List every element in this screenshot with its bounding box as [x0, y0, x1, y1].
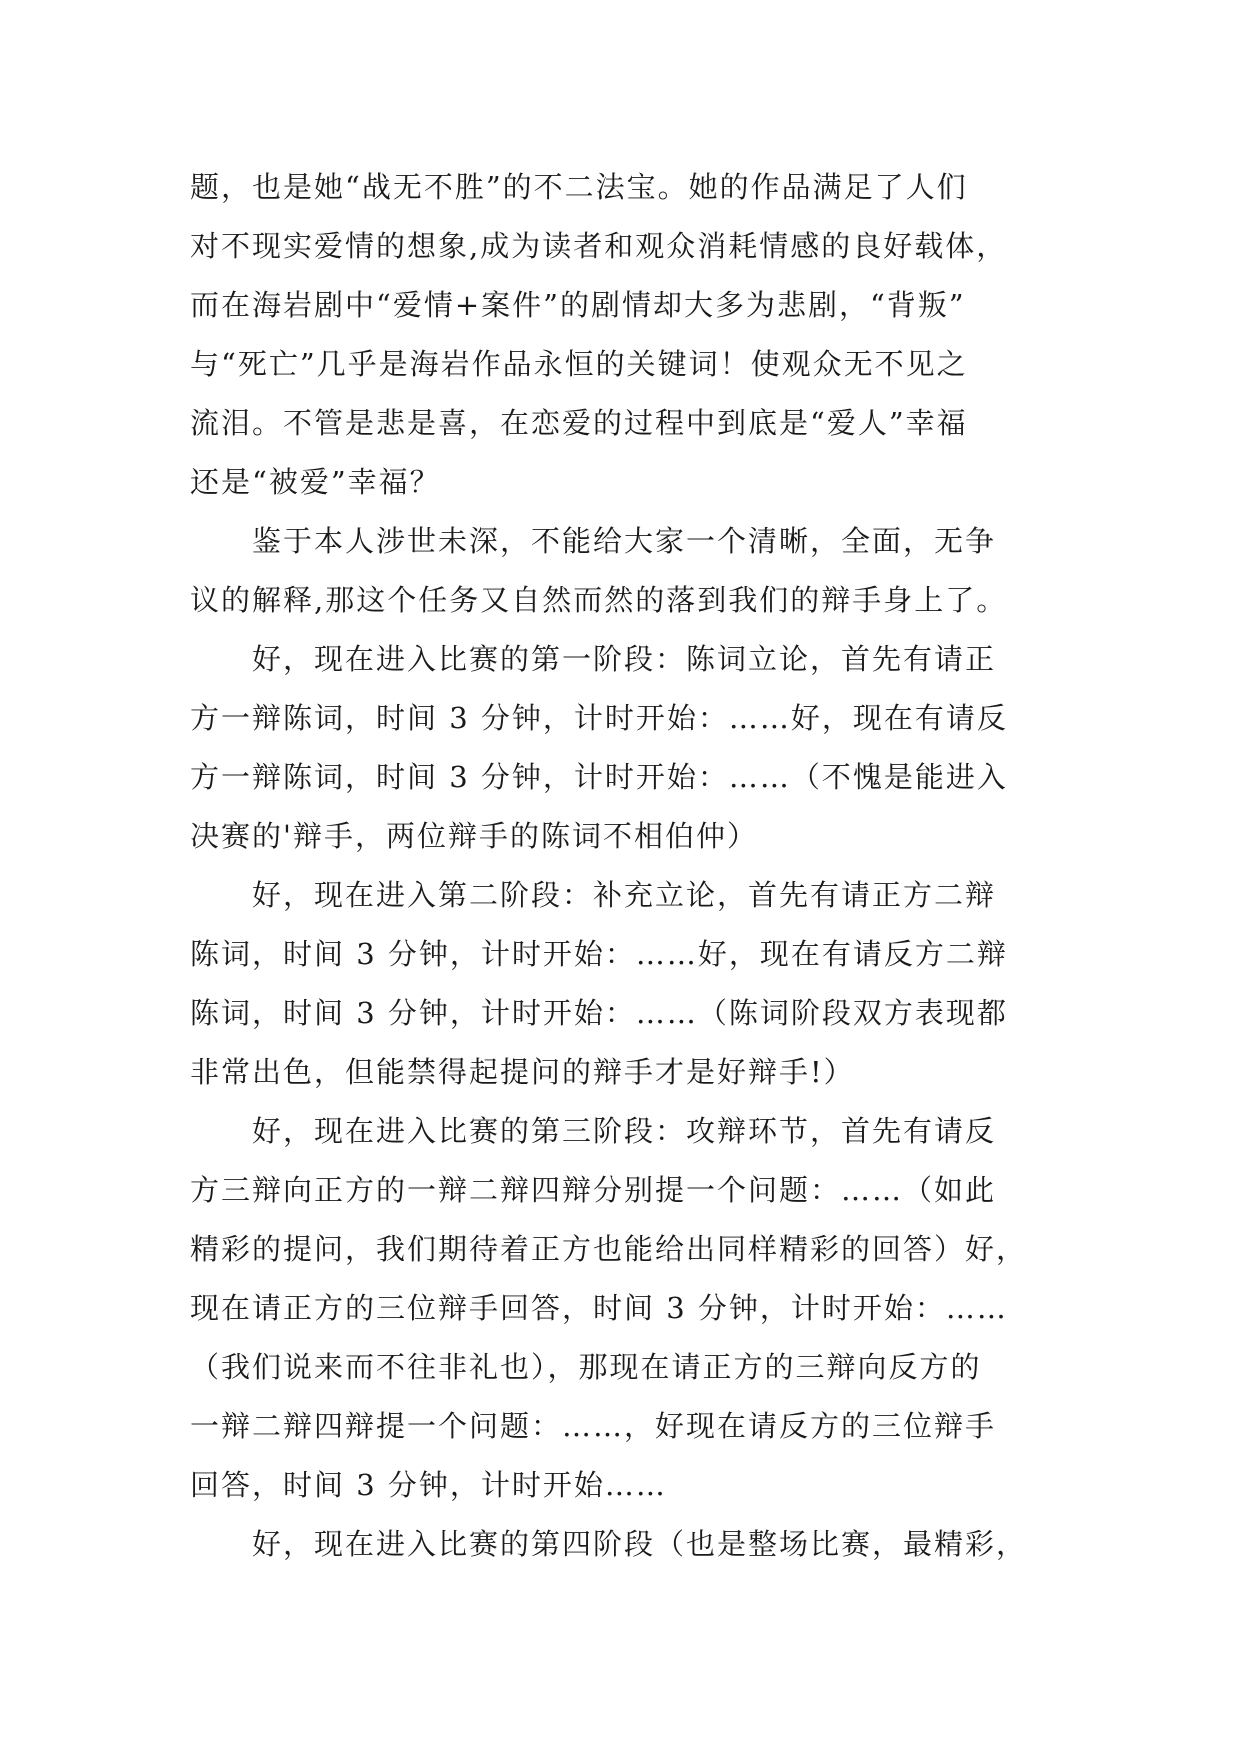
- text-line: （我们说来而不往非礼也），那现在请正方的三辩向反方的: [190, 1350, 982, 1384]
- text-line: 现在请正方的三位辩手回答，时间 3 分钟，计时开始：……: [190, 1291, 1008, 1325]
- text-line: 好，现在进入比赛的第一阶段：陈词立论，首先有请正: [252, 642, 997, 676]
- text-line: 流泪。不管是悲是喜，在恋爱的过程中到底是“爱人”幸福: [190, 406, 968, 440]
- text-line: 回答，时间 3 分钟，计时开始……: [190, 1468, 667, 1502]
- text-line: 非常出色，但能禁得起提问的辩手才是好辩手!）: [190, 1055, 855, 1089]
- text-line: 好，现在进入第二阶段：补充立论，首先有请正方二辩: [252, 878, 997, 912]
- text-line: 鉴于本人涉世未深，不能给大家一个清晰，全面，无争: [252, 524, 997, 558]
- paragraph: [190, 866, 1065, 1102]
- body-text: [190, 158, 1065, 1574]
- paragraph: [190, 158, 1065, 512]
- text-line: 与“死亡”几乎是海岩作品永恒的关键词！使观众无不见之: [190, 347, 968, 381]
- text-line: 好，现在进入比赛的第三阶段：攻辩环节，首先有请反: [252, 1114, 997, 1148]
- text-line: 精彩的提问，我们期待着正方也能给出同样精彩的回答）好，: [190, 1232, 1028, 1266]
- text-line: 议的解释,那这个任务又自然而然的落到我们的辩手身上了。: [190, 583, 1008, 617]
- text-line: 方一辩陈词，时间 3 分钟，计时开始：……（不愧是能进入: [190, 760, 1008, 794]
- text-line: 对不现实爱情的想象,成为读者和观众消耗情感的良好载体，: [190, 229, 1008, 263]
- text-line: 一辩二辩四辩提一个问题：……，好现在请反方的三位辩手: [190, 1409, 997, 1443]
- text-line: 陈词，时间 3 分钟，计时开始：……（陈词阶段双方表现都: [190, 996, 1008, 1030]
- text-line: 方三辩向正方的一辩二辩四辩分别提一个问题：……（如此: [190, 1173, 997, 1207]
- text-line: 好，现在进入比赛的第四阶段（也是整场比赛，最精彩，: [252, 1527, 1028, 1561]
- paragraph: [190, 512, 1065, 630]
- text-line: 还是“被爱”幸福？: [190, 465, 441, 499]
- paragraph: [190, 1102, 1065, 1515]
- text-line: 陈词，时间 3 分钟，计时开始：……好，现在有请反方二辩: [190, 937, 1008, 971]
- text-line: 决赛的'辩手，两位辩手的陈词不相伯仲）: [190, 819, 758, 853]
- text-line: 方一辩陈词，时间 3 分钟，计时开始：……好，现在有请反: [190, 701, 1008, 735]
- text-line: 题，也是她“战无不胜”的不二法宝。她的作品满足了人们: [190, 170, 968, 204]
- paragraph: [190, 1515, 1065, 1574]
- paragraph: [190, 630, 1065, 866]
- text-line: 而在海岩剧中“爱情+案件”的剧情却大多为悲剧，“背叛”: [190, 288, 966, 322]
